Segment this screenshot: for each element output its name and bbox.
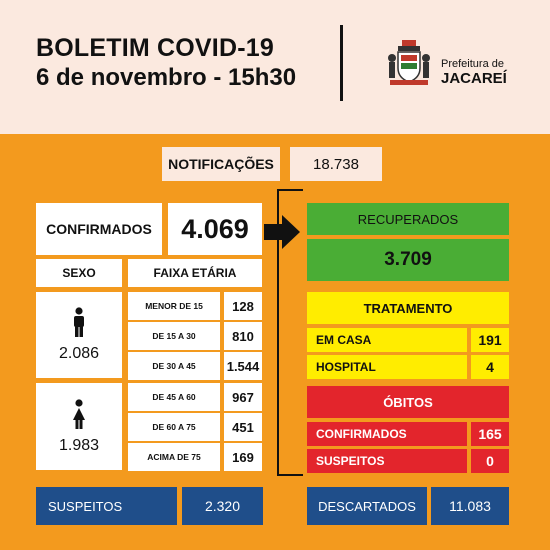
sexo-header: SEXO bbox=[36, 259, 122, 287]
obitos-row-value: 0 bbox=[471, 449, 509, 473]
tratamento-row-label: HOSPITAL bbox=[307, 355, 467, 379]
bulletin-date: 6 de novembro - 15h30 bbox=[36, 64, 297, 91]
confirmados-label: CONFIRMADOS bbox=[36, 203, 162, 255]
bracket-top bbox=[277, 189, 303, 191]
tratamento-row-value: 4 bbox=[471, 355, 509, 379]
male-person-icon bbox=[72, 307, 86, 337]
suspeitos-label: SUSPEITOS bbox=[36, 487, 177, 525]
faixa-etaria-header: FAIXA ETÁRIA bbox=[128, 259, 262, 287]
logo-city-name: JACAREÍ bbox=[441, 70, 507, 87]
female-count: 1.983 bbox=[58, 436, 100, 454]
bracket-bottom bbox=[277, 474, 303, 476]
age-label: MENOR DE 15 bbox=[128, 292, 220, 320]
tratamento-label: TRATAMENTO bbox=[307, 292, 509, 324]
obitos-row-value: 165 bbox=[471, 422, 509, 446]
obitos-row-label: SUSPEITOS bbox=[307, 449, 467, 473]
age-label: DE 45 A 60 bbox=[128, 383, 220, 411]
age-label: ACIMA DE 75 bbox=[128, 443, 220, 471]
age-label: DE 30 A 45 bbox=[128, 352, 220, 380]
age-value: 967 bbox=[224, 383, 262, 411]
arrow-right-icon bbox=[264, 215, 300, 249]
obitos-row-label: CONFIRMADOS bbox=[307, 422, 467, 446]
header-divider bbox=[340, 25, 343, 101]
bulletin-title: BOLETIM COVID-19 bbox=[36, 34, 274, 62]
recuperados-value: 3.709 bbox=[307, 239, 509, 281]
age-value: 1.544 bbox=[224, 352, 262, 380]
logo-prefeitura-label: Prefeitura de bbox=[441, 58, 504, 70]
female-cell bbox=[36, 383, 122, 470]
confirmados-value: 4.069 bbox=[168, 203, 262, 255]
male-count: 2.086 bbox=[58, 345, 100, 362]
male-cell bbox=[36, 292, 122, 378]
tratamento-row-value: 191 bbox=[471, 328, 509, 352]
descartados-label: DESCARTADOS bbox=[307, 487, 427, 525]
city-crest-icon bbox=[384, 38, 434, 88]
age-value: 810 bbox=[224, 322, 262, 350]
notificacoes-value: 18.738 bbox=[290, 147, 382, 181]
age-value: 451 bbox=[224, 413, 262, 441]
recuperados-label: RECUPERADOS bbox=[307, 203, 509, 235]
age-value: 169 bbox=[224, 443, 262, 471]
notificacoes-label: NOTIFICAÇÕES bbox=[162, 147, 280, 181]
tratamento-row-label: EM CASA bbox=[307, 328, 467, 352]
descartados-value: 11.083 bbox=[431, 487, 509, 525]
obitos-label: ÓBITOS bbox=[307, 386, 509, 418]
age-label: DE 60 A 75 bbox=[128, 413, 220, 441]
age-label: DE 15 A 30 bbox=[128, 322, 220, 350]
age-value: 128 bbox=[224, 292, 262, 320]
female-person-icon bbox=[71, 399, 87, 429]
suspeitos-value: 2.320 bbox=[182, 487, 263, 525]
